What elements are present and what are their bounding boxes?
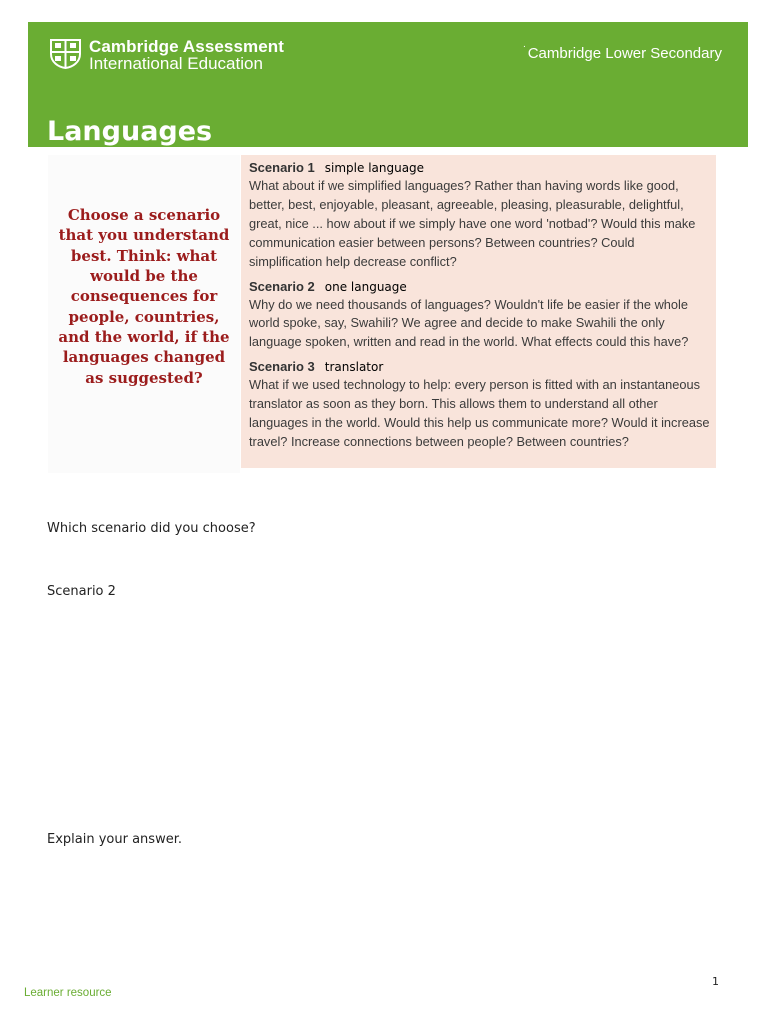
scenario-2 <box>249 277 710 353</box>
scenario-text: What if we used technology to help: every person is fitted with an instantaneous translator as soon as they born. This allows them to understand all other languages in the world. Would this help us communicate more? Would it increase travel? Increase connections between people? Between countries? <box>249 377 710 449</box>
scenario-heading <box>249 158 710 177</box>
programme-label: Cambridge Lower Secondary <box>527 45 722 62</box>
logo-wordmark <box>89 38 284 73</box>
scenario-3 <box>249 357 710 452</box>
logo-line-2: International Education <box>89 54 263 73</box>
cambridge-logo <box>49 38 284 73</box>
handwritten-note: translator <box>324 360 384 375</box>
scenario-heading <box>249 277 710 296</box>
page-title: Languages <box>47 117 213 147</box>
scenario-title: Scenario 3 <box>249 359 315 375</box>
handwritten-note: simple language <box>324 161 425 175</box>
footer-label: Learner resource <box>24 987 112 999</box>
instruction-panel <box>48 155 240 473</box>
scenario-box <box>241 155 716 468</box>
scenario-1 <box>249 158 710 272</box>
scenario-text: Why do we need thousands of languages? Wouldn't life be easier if the whole world spoke, say, Swahili? We agree and decide to make Swahili the only language spoken, written and read in the world. What effects could this have? <box>249 296 689 350</box>
question-which-scenario: Which scenario did you choose? <box>47 521 256 536</box>
scenario-heading <box>249 357 710 376</box>
instruction-text: Choose a scenario that you understand best. Think: what would be the consequences for people, countries, and the world, if the languages changed as suggested? <box>58 206 230 387</box>
question-explain: Explain your answer. <box>47 832 182 847</box>
programme-mark: · <box>522 41 527 52</box>
scenario-title: Scenario 2 <box>249 278 315 294</box>
scenario-title: Scenario 1 <box>249 160 315 175</box>
answer-scenario[interactable]: Scenario 2 <box>47 584 116 599</box>
page-number: 1 <box>712 975 719 988</box>
scenario-text: What about if we simplified languages? Rather than having words like good, better, best, enjoyable, pleasant, agreeable, pleasing, pleasurable, delightful, great, nice ... how about if we simply have one word 'notbad'? Would this make communication easier between persons? Between countries? Could simplification help decrease conflict? <box>249 178 696 269</box>
programme-name <box>522 41 722 62</box>
logo-line-1: Cambridge Assessment <box>89 37 285 56</box>
handwritten-note: one language <box>324 279 407 294</box>
shield-crest-icon <box>49 38 82 69</box>
header-banner <box>28 22 748 147</box>
